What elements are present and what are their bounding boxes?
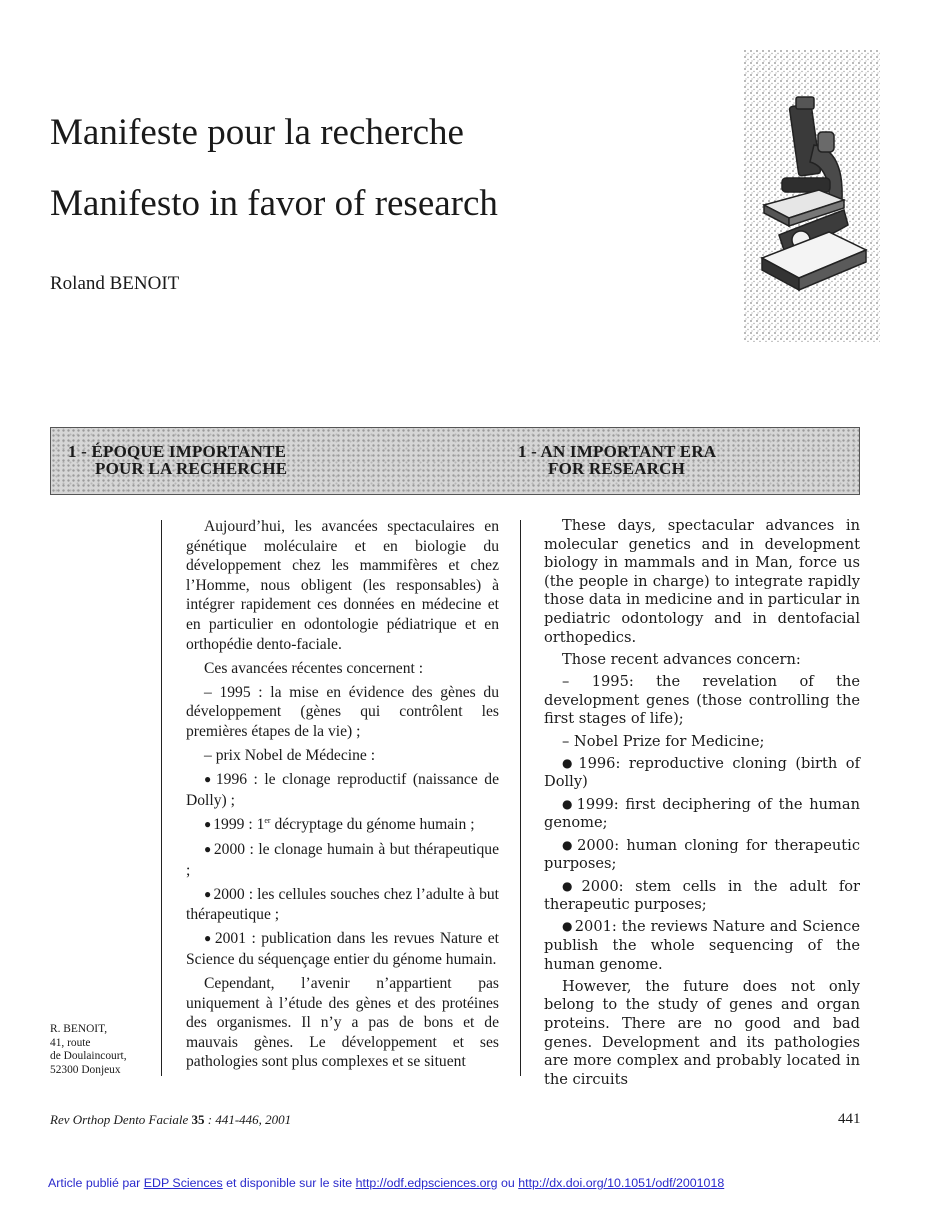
bullet-text: 2000: stem cells in the adult for therapeutic purposes; bbox=[544, 877, 860, 914]
bullet-icon: ● bbox=[562, 796, 575, 811]
section-heading-english-line1: 1 - AN IMPORTANT ERA bbox=[518, 442, 717, 461]
bullet-item bbox=[186, 929, 499, 969]
footer-text: ou bbox=[497, 1176, 519, 1190]
english-text-column bbox=[544, 517, 860, 1093]
bullet-text: 1999 : 1 bbox=[213, 815, 265, 833]
address-line: de Doulaincourt, bbox=[50, 1050, 127, 1062]
author-name: Roland BENOIT bbox=[50, 273, 180, 294]
footer-text: Article publié par bbox=[48, 1176, 144, 1190]
bullet-text: 2000 : les cellules souches chez l’adulte à but thérapeutique ; bbox=[186, 885, 499, 924]
bullet-text: 1996: reproductive cloning (birth of Dolly) bbox=[544, 754, 860, 791]
bullet-icon: ● bbox=[204, 816, 212, 831]
address-line: R. BENOIT, bbox=[50, 1023, 108, 1035]
page-number: 441 bbox=[838, 1111, 861, 1127]
bullet-item bbox=[544, 837, 860, 874]
paragraph: Those recent advances concern: bbox=[562, 650, 801, 668]
paragraph: Cependant, l’avenir n’appartient pas uniquement à l’étude des gènes et des protéines des organismes. Il n’y a pas de bons et de mauvais gènes. Le développement et ses pathologies sont plus complexes et se situent bbox=[186, 974, 499, 1071]
bullet-icon: ● bbox=[204, 886, 212, 901]
journal-pages: : 441-446, 2001 bbox=[204, 1112, 292, 1127]
section-heading-english bbox=[518, 443, 716, 477]
column-rule-middle bbox=[520, 520, 521, 1076]
journal-volume: 35 bbox=[191, 1112, 205, 1127]
list-item: – prix Nobel de Médecine : bbox=[204, 747, 376, 765]
bullet-icon: ● bbox=[562, 837, 576, 852]
bullet-text: décryptage du génome humain ; bbox=[270, 815, 475, 833]
bullet-text: 2000: human cloning for therapeutic purposes; bbox=[544, 836, 860, 873]
list-item: – Nobel Prize for Medicine; bbox=[562, 732, 765, 750]
bullet-icon: ● bbox=[204, 841, 212, 856]
section-heading-french-line2: POUR LA RECHERCHE bbox=[95, 459, 288, 478]
bullet-text: 2000 : le clonage humain à but thérapeutique ; bbox=[186, 840, 500, 879]
list-item: – 1995: the revelation of the development genes (those controlling the first stages of life); bbox=[544, 673, 860, 728]
address-line: 41, route bbox=[50, 1036, 91, 1049]
section-heading-french bbox=[68, 443, 287, 477]
bullet-item bbox=[544, 918, 860, 974]
paragraph: These days, spectacular advances in molecular genetics and in development biology in mammals and in Man, force us (the people in charge) to integrate rapidly those data in medicine and in particular in pediatric odontology and in dentofacial orthopedics. bbox=[544, 517, 860, 646]
bullet-item bbox=[186, 770, 499, 810]
bullet-icon: ● bbox=[562, 919, 573, 934]
edp-sciences-link[interactable]: EDP Sciences bbox=[143, 1176, 223, 1190]
bullet-icon: ● bbox=[204, 772, 214, 787]
bullet-icon: ● bbox=[204, 931, 213, 946]
section-heading-english-line2: FOR RESEARCH bbox=[548, 459, 685, 478]
list-item: – 1995 : la mise en évidence des gènes du développement (gènes qui contrôlent les premières étapes de la vie) ; bbox=[186, 683, 499, 740]
doi-link[interactable]: http://dx.doi.org/10.1051/odf/2001018 bbox=[518, 1176, 725, 1190]
bullet-item bbox=[544, 755, 860, 792]
bullet-icon: ● bbox=[562, 755, 577, 770]
bullet-text: 1996 : le clonage reproductif (naissance de Dolly) ; bbox=[186, 771, 499, 809]
superscript: er bbox=[264, 815, 271, 825]
bullet-item bbox=[186, 840, 499, 880]
title-french: Manifeste pour la recherche bbox=[50, 112, 464, 153]
journal-citation bbox=[50, 1112, 291, 1128]
bullet-item bbox=[186, 815, 499, 836]
paragraph: Aujourd’hui, les avancées spectaculaires en génétique moléculaire et en biologie du développement chez les mammifères et chez l’Homme, nous obligent (les responsables) à intégrer rapidement ces données en médecine et en particulier en odontologie pédiatrique et en orthopédie dento-faciale. bbox=[186, 518, 499, 653]
section-heading-french-line1: 1 - ÉPOQUE IMPORTANTE bbox=[68, 442, 287, 461]
bullet-text: 2001 : publication dans les revues Nature et Science du séquençage entier du génome humain. bbox=[186, 930, 499, 968]
bullet-item bbox=[544, 796, 860, 833]
column-rule-left bbox=[161, 520, 162, 1076]
paragraph: However, the future does not only belong to the study of genes and organ proteins. There are no good and bad genes. Development and its pathologies are more complex and probably located in the circuits bbox=[544, 977, 860, 1088]
bullet-item bbox=[186, 885, 499, 925]
bullet-icon: ● bbox=[562, 878, 580, 893]
author-address bbox=[50, 1023, 127, 1077]
french-text-column bbox=[186, 517, 499, 1076]
title-english: Manifesto in favor of research bbox=[50, 183, 498, 224]
journal-name: Rev Orthop Dento Faciale bbox=[50, 1112, 192, 1127]
odf-site-link[interactable]: http://odf.edpsciences.org bbox=[355, 1176, 498, 1190]
paragraph: Ces avancées récentes concernent : bbox=[204, 659, 424, 677]
microscope-icon bbox=[744, 50, 880, 342]
footer-text: et disponible sur le site bbox=[222, 1176, 356, 1190]
bullet-text: 1999: first deciphering of the human genome; bbox=[544, 795, 860, 832]
address-line: 52300 Donjeux bbox=[50, 1063, 121, 1076]
bullet-text: 2001: the reviews Nature and Science publish the whole sequencing of the human genome. bbox=[544, 918, 860, 973]
footer-notice bbox=[48, 1176, 724, 1190]
bullet-item bbox=[544, 878, 860, 915]
